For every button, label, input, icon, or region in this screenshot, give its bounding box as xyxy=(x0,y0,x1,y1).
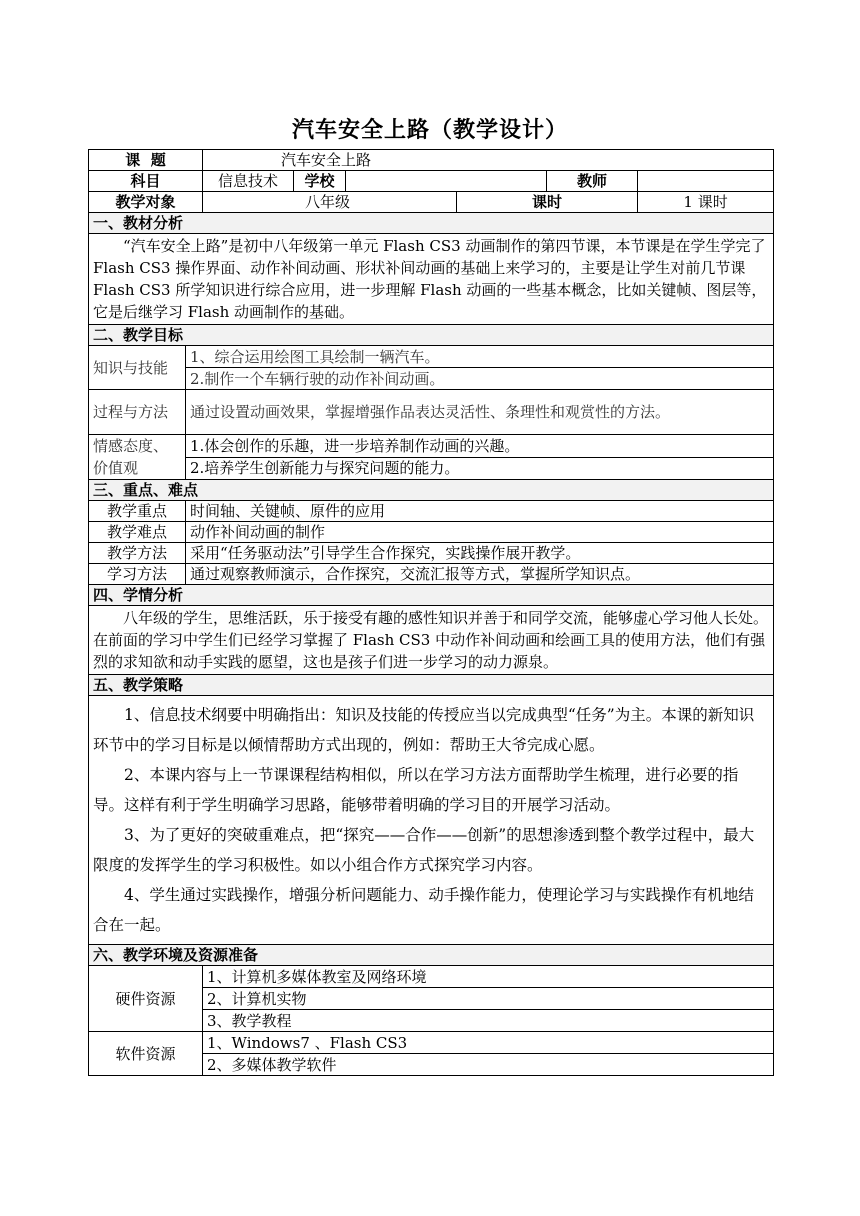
hardware-item: 2、计算机实物 xyxy=(203,988,774,1010)
section-heading: 一、教材分析 xyxy=(89,213,774,234)
topic-value: 汽车安全上路 xyxy=(203,150,774,171)
keypoint-value: 时间轴、关键帧、原件的应用 xyxy=(186,501,774,522)
hours-value: 1 课时 xyxy=(638,192,774,213)
topic-label: 课 题 xyxy=(89,150,203,171)
school-value xyxy=(346,171,547,192)
strategy-paragraph: 2、本课内容与上一节课课程结构相似，所以在学习方法方面帮助学生梳理，进行必要的指导。这样有利于学生明确学习思路，能够带着明确的学习目的开展学习活动。 xyxy=(93,766,739,814)
keypoint-label: 教学难点 xyxy=(89,522,186,543)
knowledge-item: 1、综合运用绘图工具绘制一辆汽车。 xyxy=(186,346,774,368)
section-heading-row xyxy=(89,675,774,696)
emotion-item: 1.体会创作的乐趣，进一步培养制作动画的兴趣。 xyxy=(186,435,774,458)
section-body-row xyxy=(89,696,774,945)
objective-row xyxy=(89,457,774,480)
section-heading-row xyxy=(89,480,774,501)
keypoint-label: 教学方法 xyxy=(89,543,186,564)
strategy-paragraph: 4、学生通过实践操作，增强分析问题能力、动手操作能力，使理论学习与实践操作有机地结合在一起。 xyxy=(93,886,754,934)
section-body-row xyxy=(89,234,774,325)
section-text: 八年级的学生，思维活跃，乐于接受有趣的感性知识并善于和同学交流，能够虚心学习他人长处。在前面的学习中学生们已经学习掌握了 Flash CS3 中动作补间动画和绘画工具的使用方法，他们有强烈的求知欲和动手实践的愿望，这也是孩子们进一步学习的动力源泉。 xyxy=(89,606,774,675)
keypoint-label: 教学重点 xyxy=(89,501,186,522)
section-text: “汽车安全上路”是初中八年级第一单元 Flash CS3 动画制作的第四节课，本节课是在学生学完了 Flash CS3 操作界面、动作补间动画、形状补间动画的基础上来学习的，主要是让学生对前几节课 Flash CS3 所学知识进行综合应用，进一步理解 Flash 动画的一些基本概念，比如关键帧、图层等，它是后继学习 Flash 动画制作的基础。 xyxy=(89,234,774,325)
software-item: 1、Windows7 、Flash CS3 xyxy=(203,1032,774,1054)
knowledge-item: 2.制作一个车辆行驶的动作补间动画。 xyxy=(186,368,774,390)
keypoint-row xyxy=(89,564,774,585)
software-label: 软件资源 xyxy=(89,1032,203,1076)
keypoint-row xyxy=(89,501,774,522)
subject-row xyxy=(89,171,774,192)
emotion-label: 情感态度、价值观 xyxy=(89,435,186,480)
section-heading: 二、教学目标 xyxy=(89,325,774,346)
resource-row xyxy=(89,966,774,988)
section-heading: 五、教学策略 xyxy=(89,675,774,696)
objective-row xyxy=(89,435,774,458)
keypoint-value: 动作补间动画的制作 xyxy=(186,522,774,543)
resource-row xyxy=(89,1032,774,1054)
lesson-plan-table xyxy=(88,149,774,1076)
page-title: 汽车安全上路（教学设计） xyxy=(291,117,568,143)
subject-value: 信息技术 xyxy=(203,171,294,192)
section-heading-row xyxy=(89,325,774,346)
keypoint-value: 采用“任务驱动法”引导学生合作探究，实践操作展开教学。 xyxy=(186,543,774,564)
keypoint-label: 学习方法 xyxy=(89,564,186,585)
section-heading-row xyxy=(89,585,774,606)
emotion-item: 2.培养学生创新能力与探究问题的能力。 xyxy=(186,457,774,480)
subject-label: 科目 xyxy=(89,171,203,192)
audience-value: 八年级 xyxy=(203,192,457,213)
hours-label: 课时 xyxy=(457,192,638,213)
keypoint-row xyxy=(89,543,774,564)
process-label: 过程与方法 xyxy=(89,390,186,435)
teacher-label: 教师 xyxy=(547,171,638,192)
objective-row xyxy=(89,346,774,368)
knowledge-label: 知识与技能 xyxy=(89,346,186,390)
section-heading: 三、重点、难点 xyxy=(89,480,774,501)
section-heading-row xyxy=(89,945,774,966)
audience-label: 教学对象 xyxy=(89,192,203,213)
objective-row xyxy=(89,390,774,435)
section-body-row xyxy=(89,606,774,675)
strategy-paragraph: 1、信息技术纲要中明确指出：知识及技能的传授应当以完成典型“任务”为主。本课的新知识环节中的学习目标是以倾情帮助方式出现的，例如：帮助王大爷完成心愿。 xyxy=(93,706,755,754)
strategy-paragraph: 3、为了更好的突破重难点，把“探究——合作——创新”的思想渗透到整个教学过程中，最大限度的发挥学生的学习积极性。如以小组合作方式探究学习内容。 xyxy=(93,826,755,874)
audience-row xyxy=(89,192,774,213)
strategy-list xyxy=(89,696,774,945)
section-heading: 四、学情分析 xyxy=(89,585,774,606)
hardware-item: 3、教学教程 xyxy=(203,1010,774,1032)
teacher-value xyxy=(638,171,774,192)
objective-row xyxy=(89,368,774,390)
school-label: 学校 xyxy=(294,171,346,192)
hardware-label: 硬件资源 xyxy=(89,966,203,1032)
keypoint-value: 通过观察教师演示，合作探究，交流汇报等方式，掌握所学知识点。 xyxy=(186,564,774,585)
process-text: 通过设置动画效果，掌握增强作品表达灵活性、条理性和观赏性的方法。 xyxy=(186,390,774,435)
hardware-item: 1、计算机多媒体教室及网络环境 xyxy=(203,966,774,988)
software-item: 2、多媒体教学软件 xyxy=(203,1054,774,1076)
section-heading: 六、教学环境及资源准备 xyxy=(89,945,774,966)
keypoint-row xyxy=(89,522,774,543)
section-heading-row xyxy=(89,213,774,234)
topic-row xyxy=(89,150,774,171)
